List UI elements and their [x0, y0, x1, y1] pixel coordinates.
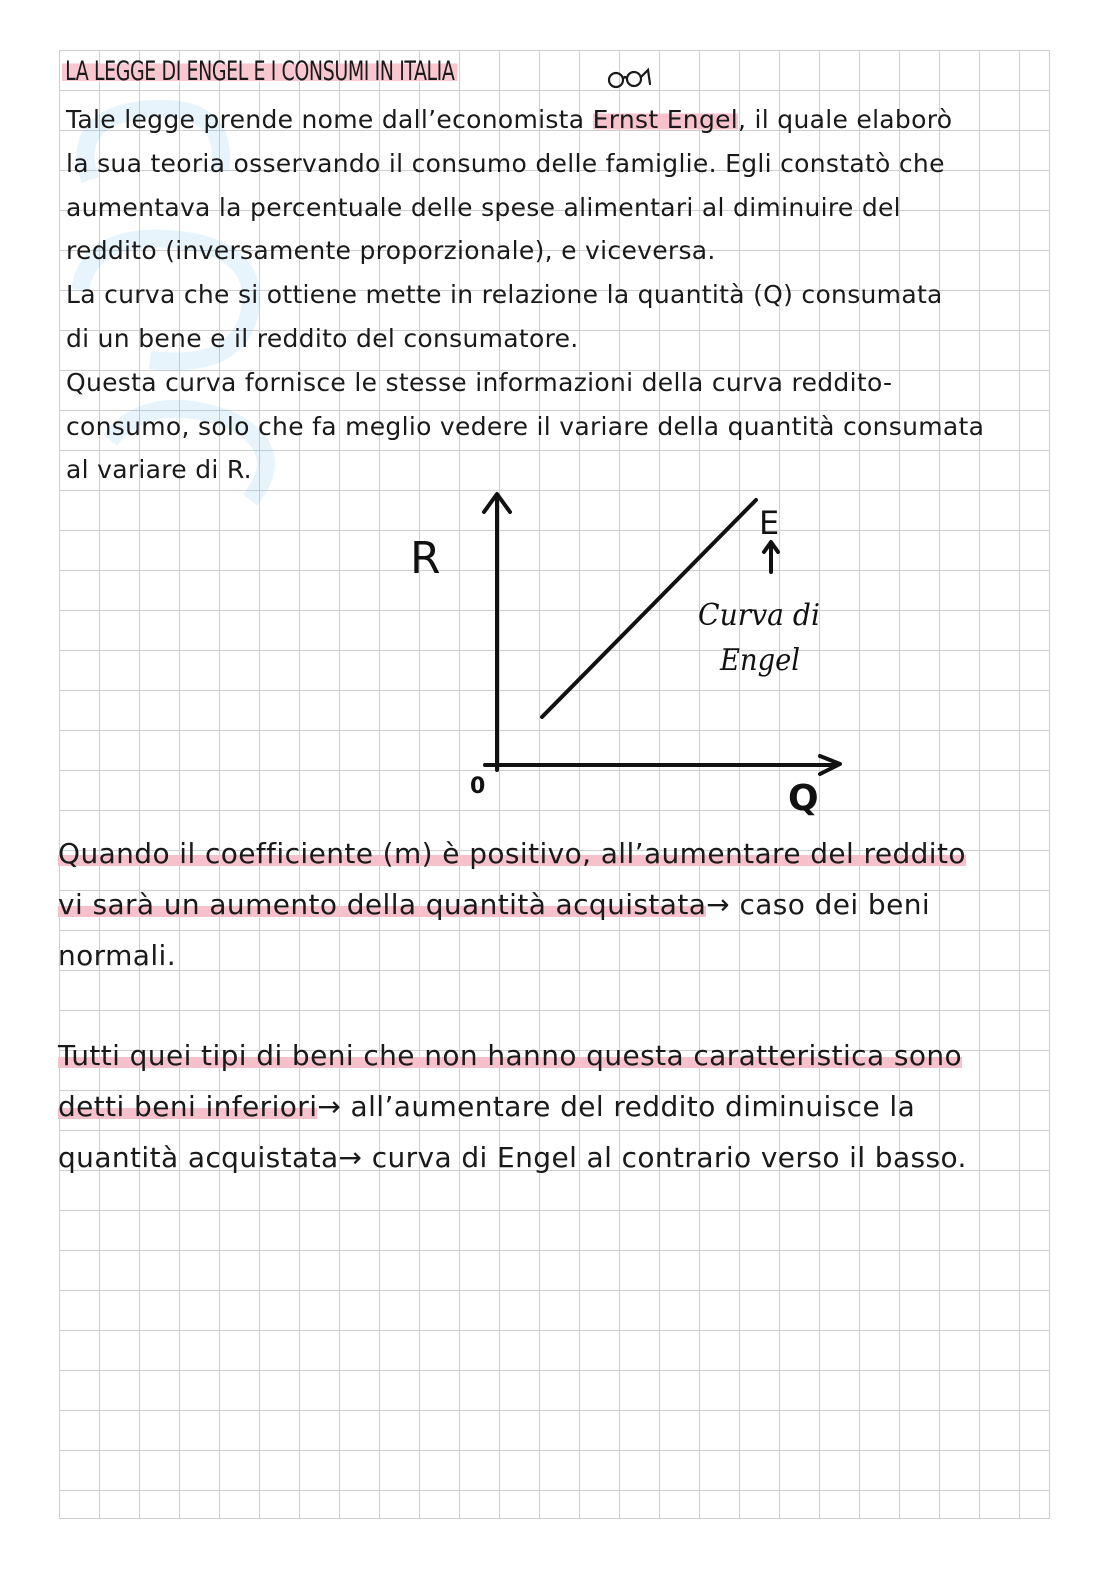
inferior-goods-line3: quantità acquistata→ curva di Engel al contrario verso il basso.: [58, 1141, 967, 1174]
paragraph-line: [66, 317, 1056, 361]
paragraph-line: [66, 229, 1056, 273]
intro-paragraph: [66, 98, 1056, 492]
paragraph-text: la sua teoria osservando il consumo delle famiglie. Egli constatò che: [66, 148, 945, 178]
normal-goods-line1: Quando il coefficiente (m) è positivo, all’aumentare del reddito: [58, 837, 966, 870]
paragraph-text: di un bene e il reddito del consumatore.: [66, 323, 579, 353]
engel-curve-diagram: [390, 480, 860, 820]
paragraph-text: Questa curva fornisce le stesse informazioni della curva reddito-: [66, 367, 893, 397]
paragraph-text: Tale legge prende nome dall’economista: [66, 105, 593, 134]
curve-label-letter: E: [759, 504, 780, 542]
paragraph-text: aumentava la percentuale delle spese alimentari al diminuire del: [66, 192, 901, 222]
inferior-goods-line2-rest: → all’aumentare del reddito diminuisce la: [317, 1090, 916, 1123]
highlighted-name: Ernst Engel: [592, 105, 739, 134]
page-title: LA LEGGE DI ENGEL E I CONSUMI IN ITALIA: [62, 56, 458, 87]
glasses-icon: [604, 62, 664, 92]
curve-label-line1: Curva di: [698, 598, 820, 633]
paragraph-text: reddito (inversamente proporzionale), e viceversa.: [66, 236, 716, 266]
normal-goods-highlight: vi sarà un aumento della quantità acquistata: [58, 888, 707, 921]
paragraph-line: [66, 186, 1056, 230]
normal-goods-paragraph: [58, 828, 1068, 981]
normal-goods-line2-rest: → caso dei beni: [706, 888, 931, 921]
inferior-goods-highlight: detti beni inferiori: [58, 1090, 318, 1123]
paragraph-line: [66, 142, 1056, 186]
y-axis-label: R: [410, 533, 441, 584]
inferior-goods-line1: Tutti quei tipi di beni che non hanno questa caratteristica sono: [58, 1039, 963, 1072]
paragraph-line: [66, 98, 1056, 142]
paragraph-line: [66, 273, 1056, 317]
paragraph-text: , il quale elaborò: [738, 105, 953, 134]
paragraph-line: [66, 361, 1056, 405]
paragraph-text: consumo, solo che fa meglio vedere il variare della quantità consumata: [66, 411, 985, 441]
paragraph-text: La curva che si ottiene mette in relazione la quantità (Q) consumata: [66, 280, 943, 310]
inferior-goods-paragraph: [58, 1030, 1068, 1183]
x-axis-label: Q: [788, 778, 819, 819]
paragraph-line: [66, 405, 1056, 449]
origin-label: 0: [470, 774, 486, 799]
normal-goods-line3: normali.: [58, 939, 176, 972]
curve-label-line2: Engel: [719, 643, 800, 678]
paragraph-text: al variare di R.: [66, 455, 252, 485]
